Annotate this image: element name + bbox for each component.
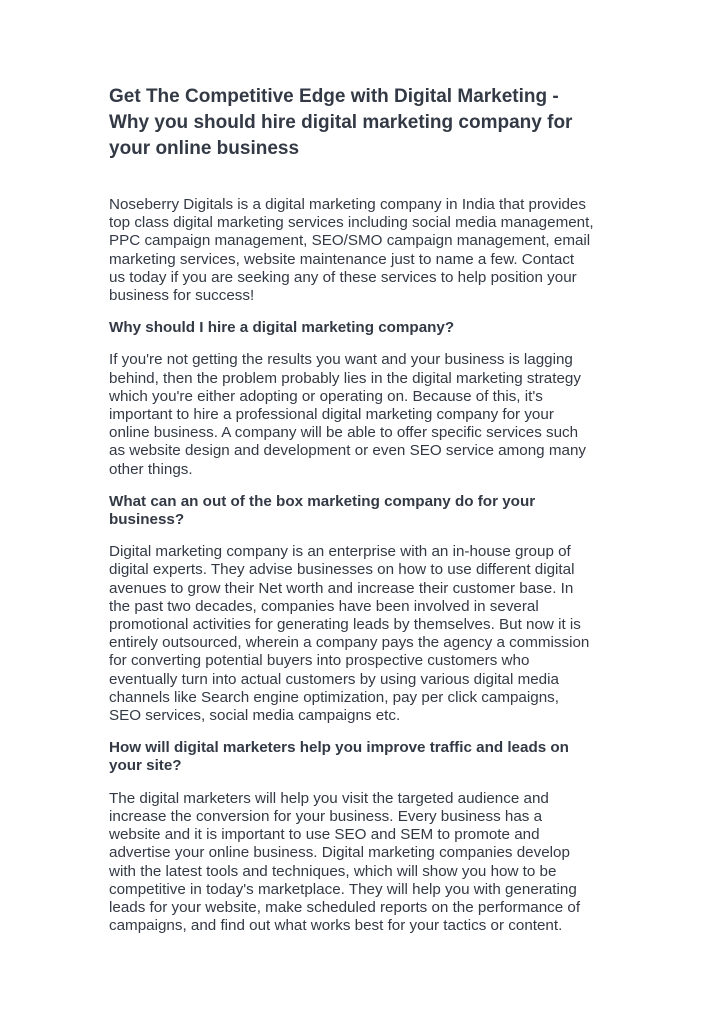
section-body: Digital marketing company is an enterprise with an in-house group of digital experts. They advise businesses on how to use different digital avenues to grow their Net worth and increase their customer base. In the past two decades, companies have been involved in several promotional activities for generating leads by themselves. But now it is entirely outsourced, wherein a company pays the agency a commission for converting potential buyers into prospective customers who eventually turn into actual customers by using various digital media channels like Search engine optimization, pay per click campaigns, SEO services, social media campaigns etc. — [109, 543, 590, 725]
document-page — [109, 84, 619, 935]
section-heading: Why should I hire a digital marketing company? — [109, 319, 455, 337]
intro-paragraph: Noseberry Digitals is a digital marketing company in India that provides top class digital marketing services including social media management, PPC campaign management, SEO/SMO campaign management, email marketing services, website maintenance just to name a few. Contact us today if you are seeking any of these services to help position your business for success! — [109, 196, 594, 305]
section-why-hire — [109, 319, 619, 479]
document-title: Get The Competitive Edge with Digital Marketing - Why you should hire digital marketing company for your online business — [109, 86, 573, 159]
section-heading: How will digital marketers help you improve traffic and leads on your site? — [109, 739, 569, 775]
section-heading: What can an out of the box marketing company do for your business? — [109, 492, 536, 529]
section-traffic-leads — [109, 739, 619, 935]
section-body: The digital marketers will help you visit the targeted audience and increase the conversion for your business. Every business has a website and it is important to use SEO and SEM to promote and advertise your online business. Digital marketing companies develop with the latest tools and techniques, which will show you how to be competitive in today's marketplace. They will help you with generating leads for your website, make scheduled reports on the performance of campaigns, and find out what works best for your tactics or content. — [109, 789, 581, 935]
section-out-of-box — [109, 493, 619, 725]
section-body: If you're not getting the results you want and your business is lagging behind, then the problem probably lies in the digital marketing strategy which you're either adopting or operating on. Because of this, it's important to hire a professional digital marketing company for your online business. A company will be able to offer specific services such as website design and development or even SEO service among many other things. — [109, 351, 586, 478]
